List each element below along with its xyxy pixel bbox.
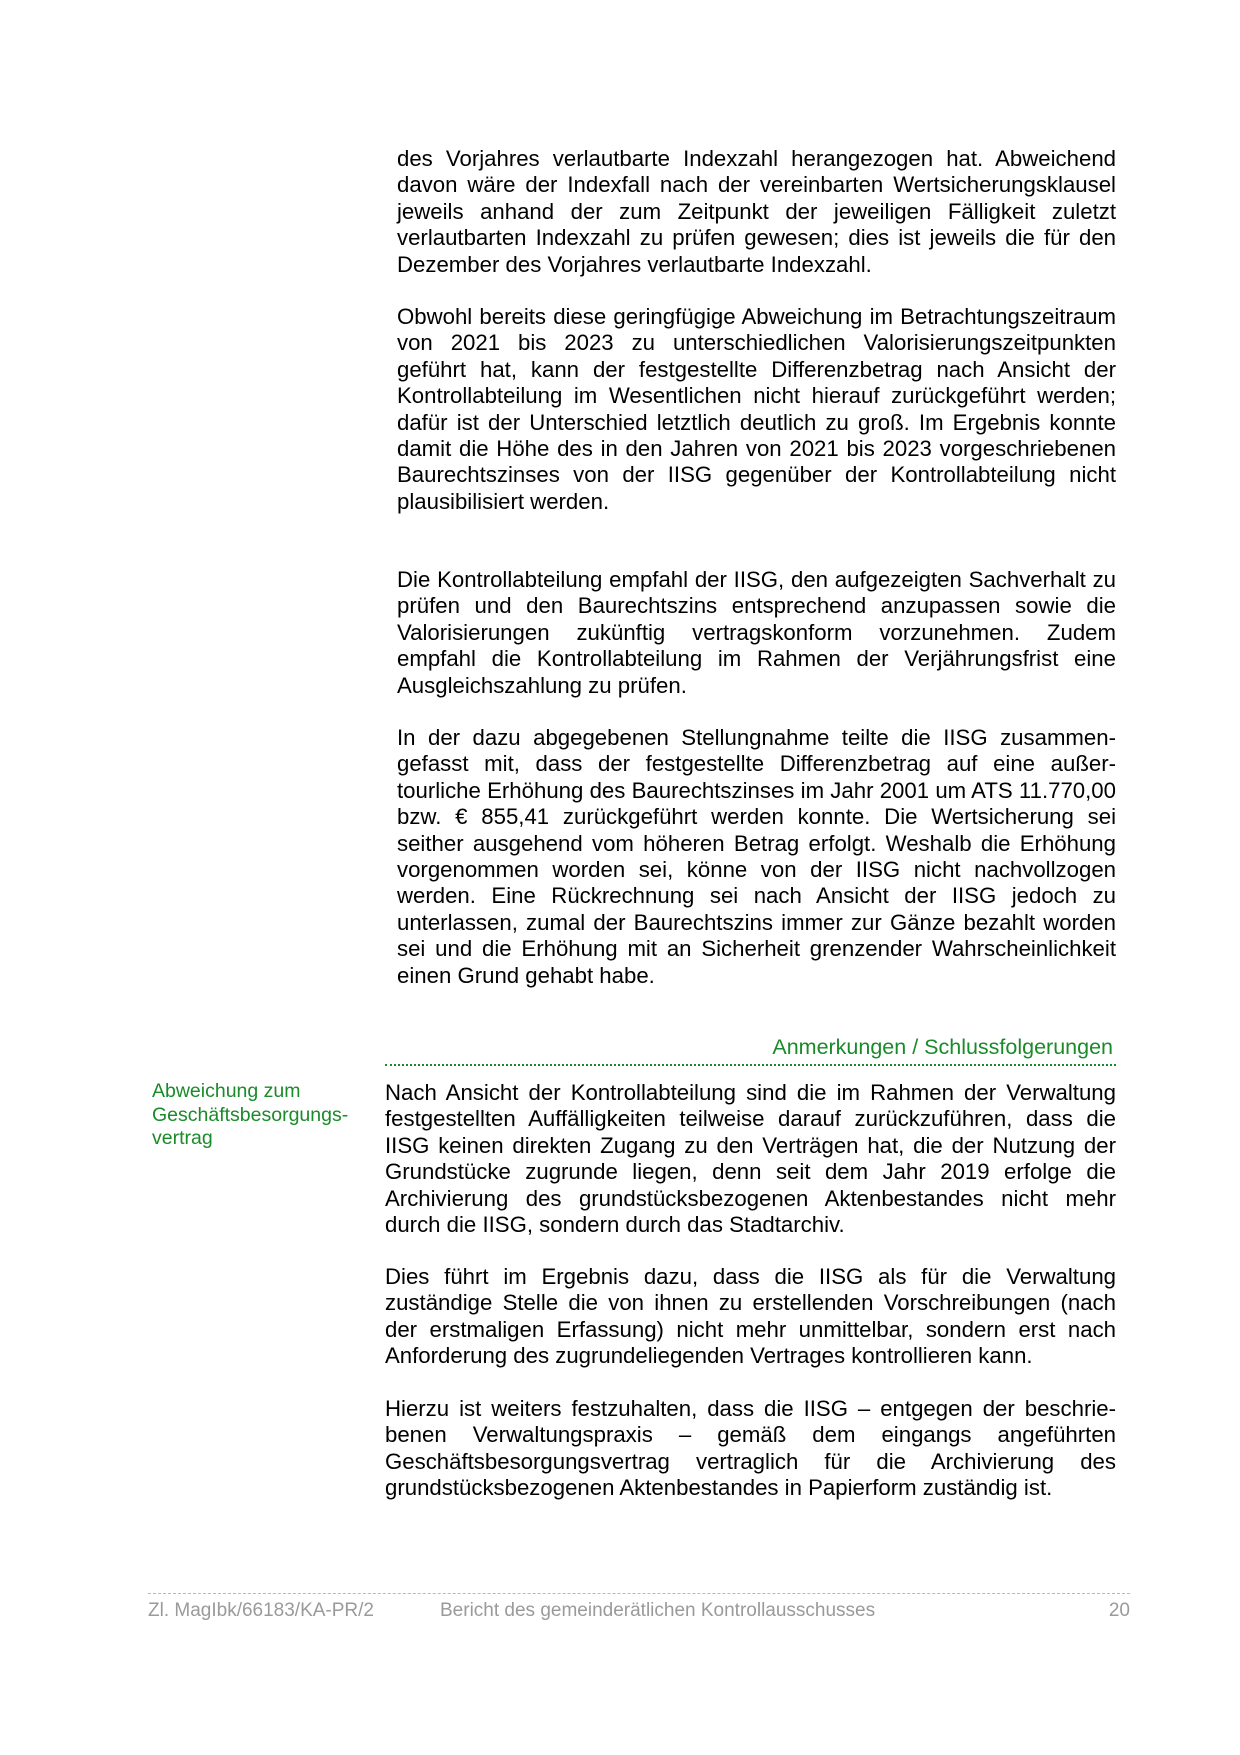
section-heading-rule (385, 1064, 1116, 1066)
body-paragraph-4: In der dazu abgegebenen Stellungnahme teilte die IISG zusammengefasst mit, dass der festgestellte Differenzbetrag auf eine außertourliche Erhöhung des Baurechtszinses im Jahr 2001 um ATS 11.770,00 bzw. € 855,41 zurückgeführt werden konnte. Die Wertsicherung sei seither ausgehend vom höheren Betrag erfolgt. Weshalb die Erhöhung vorgenommen worden sei, könne von der IISG nicht nachvollzogen werden. Eine Rückrechnung sei nach Ansicht der IISG jedoch zu unterlassen, zumal der Baurechtszins immer zur Gänze bezahlt worden sei und die Erhöhung mit an Sicherheit grenzender Wahrscheinlichkeit einen Grund gehabt habe. (397, 725, 1116, 988)
footer-report-title: Bericht des gemeinderätlichen Kontrollausschusses (440, 1600, 876, 1621)
section-paragraph-3: Hierzu ist weiters festzuhalten, dass die IISG – entgegen der beschriebenen Verwaltungspraxis – gemäß dem eingangs angeführten Geschäftsbesorgungsvertrag vertraglich für die Archivierung des grundstücksbezogenen Aktenbestandes in Papierform zuständig ist. (385, 1396, 1116, 1501)
body-paragraph-1: des Vorjahres verlautbarte Indexzahl herangezogen hat. Abweichend davon wäre der Indexfall nach der vereinbarten Wertsicherungsklausel jeweils anhand der zum Zeitpunkt der jeweiligen Fälligkeit zuletzt verlautbarten Indexzahl zu prüfen gewesen; dies ist jeweils die für den Dezember des Vorjahres verlautbarte Indexzahl. (397, 146, 1116, 277)
section-paragraph-2: Dies führt im Ergebnis dazu, dass die IISG als für die Verwaltung zuständige Stelle die von ihnen zu erstellenden Vorschreibungen (nach der erstmaligen Erfassung) nicht mehr unmittelbar, sondern erst nach Anforderung des zugrundeliegenden Vertrages kontrollieren kann. (385, 1264, 1116, 1369)
footer-rule (148, 1593, 1130, 1594)
margin-note: Abweichung zum Geschäftsbesorgungs-vertrag (152, 1080, 349, 1149)
body-paragraph-3: Die Kontrollabteilung empfahl der IISG, den aufgezeigten Sachverhalt zu prüfen und den Baurechtszins entsprechend anzupassen sowie die Valorisierungen zukünftig vertragskonform vorzunehmen. Zudem empfahl die Kontrollabteilung im Rahmen der Verjährungsfrist eine Ausgleichszahlung zu prüfen. (397, 567, 1116, 698)
section-heading (385, 1034, 1116, 1068)
body-paragraph-2: Obwohl bereits diese geringfügige Abweichung im Betrachtungszeitraum von 2021 bis 2023 zu unterschiedlichen Valorisierungszeitpunkten geführt hat, kann der festgestellte Differenzbetrag nach Ansicht der Kontrollabteilung im Wesentlichen nicht hierauf zurückgeführt werden; dafür ist der Unterschied letztlich deutlich zu groß. Im Ergebnis konnte damit die Höhe des in den Jahren von 2021 bis 2023 vorgeschriebenen Baurechtszinses von der IISG gegenüber der Kontrollabteilung nicht plausibilisiert werden. (397, 304, 1116, 514)
footer-reference: Zl. MagIbk/66183/KA-PR/2 (148, 1600, 374, 1621)
section-heading-text: Anmerkungen / Schlussfolgerungen (772, 1035, 1113, 1059)
footer-page-number: 20 (1108, 1600, 1130, 1621)
section-paragraph-1: Nach Ansicht der Kontrollabteilung sind die im Rahmen der Verwaltung festgestellten Auffälligkeiten teilweise darauf zurückzuführen, dass die IISG keinen direkten Zugang zu den Verträgen hat, die der Nutzung der Grundstücke zugrunde liegen, denn seit dem Jahr 2019 erfolge die Archivierung des grundstücksbezogenen Aktenbestandes nicht mehr durch die IISG, sondern durch das Stadtarchiv. (385, 1080, 1116, 1238)
